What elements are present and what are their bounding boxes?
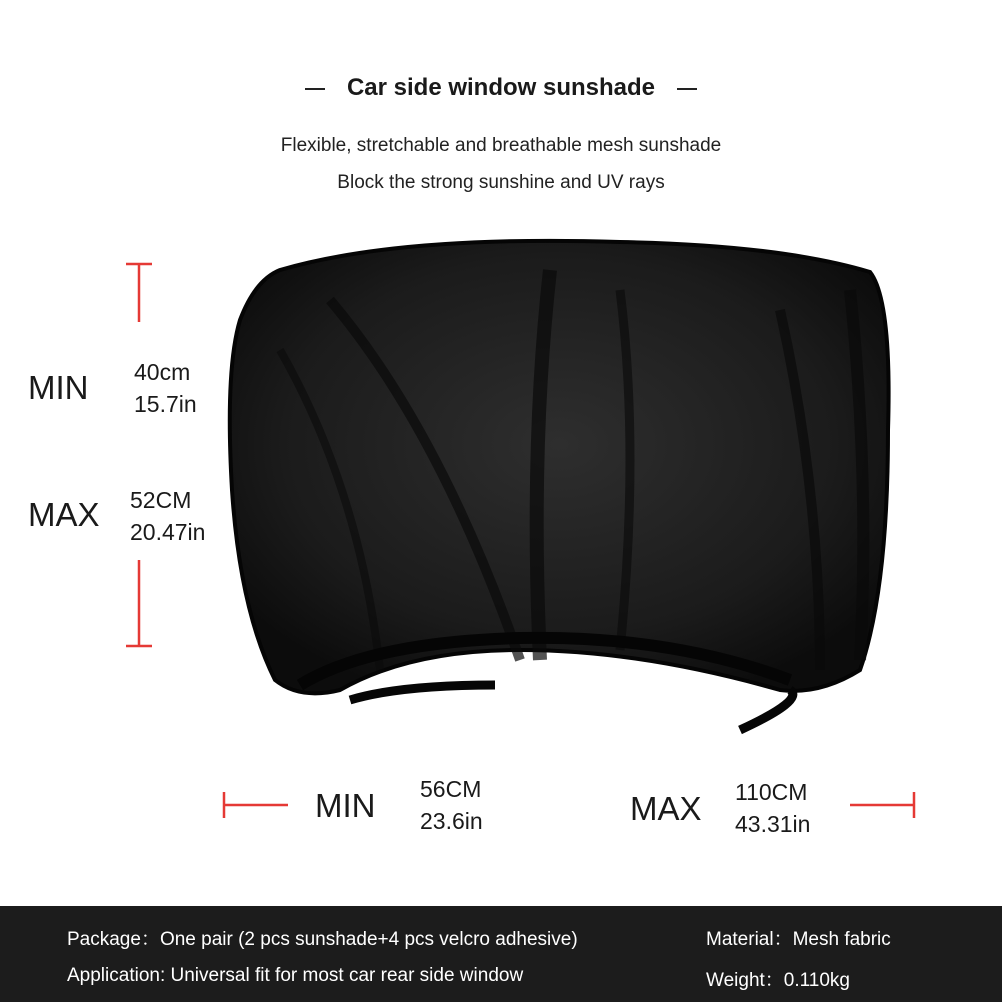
width-min-marker bbox=[222, 790, 290, 820]
package-spec: Package：One pair (2 pcs sunshade+4 pcs velcro adhesive) bbox=[67, 929, 578, 950]
width-min-cm: 56CM bbox=[420, 776, 482, 802]
material-spec: Material：Mesh fabric bbox=[706, 929, 891, 950]
height-max-label: MAX bbox=[28, 496, 100, 533]
height-max-in: 20.47in bbox=[130, 519, 206, 545]
spec-footer-bar bbox=[0, 906, 1002, 1002]
title-dash-left bbox=[305, 88, 325, 90]
sunshade-product-image bbox=[220, 230, 900, 740]
width-max-marker bbox=[850, 790, 918, 820]
height-min-cm: 40cm bbox=[134, 359, 191, 385]
height-max-cm: 52CM bbox=[130, 487, 192, 513]
height-min-label: MIN bbox=[28, 369, 89, 406]
height-max-value bbox=[130, 484, 205, 548]
width-min-value bbox=[420, 773, 483, 837]
sunshade-velcro-strap-right bbox=[740, 690, 793, 730]
width-max-value bbox=[735, 776, 810, 840]
width-max-label: MAX bbox=[630, 790, 702, 827]
height-min-value bbox=[134, 356, 197, 420]
sunshade-velcro-strap-left bbox=[350, 685, 495, 700]
height-min-marker bbox=[124, 262, 154, 324]
sunshade-mesh-body bbox=[230, 241, 889, 694]
feature-line-1: Flexible, stretchable and breathable mesh sunshade bbox=[280, 135, 722, 156]
feature-line-2: Block the strong sunshine and UV rays bbox=[337, 172, 665, 193]
width-max-in: 43.31in bbox=[735, 811, 811, 837]
width-max-cm: 110CM bbox=[735, 779, 808, 805]
application-spec: Application: Universal fit for most car rear side window bbox=[67, 965, 524, 986]
width-min-label: MIN bbox=[315, 787, 376, 824]
title-dash-right bbox=[677, 88, 697, 90]
header-title-row bbox=[0, 74, 1002, 102]
width-min-in: 23.6in bbox=[420, 808, 483, 834]
height-min-in: 15.7in bbox=[134, 391, 197, 417]
height-max-marker bbox=[124, 560, 154, 650]
page-title: Car side window sunshade bbox=[346, 74, 656, 101]
weight-spec: Weight：0.110kg bbox=[706, 970, 850, 991]
